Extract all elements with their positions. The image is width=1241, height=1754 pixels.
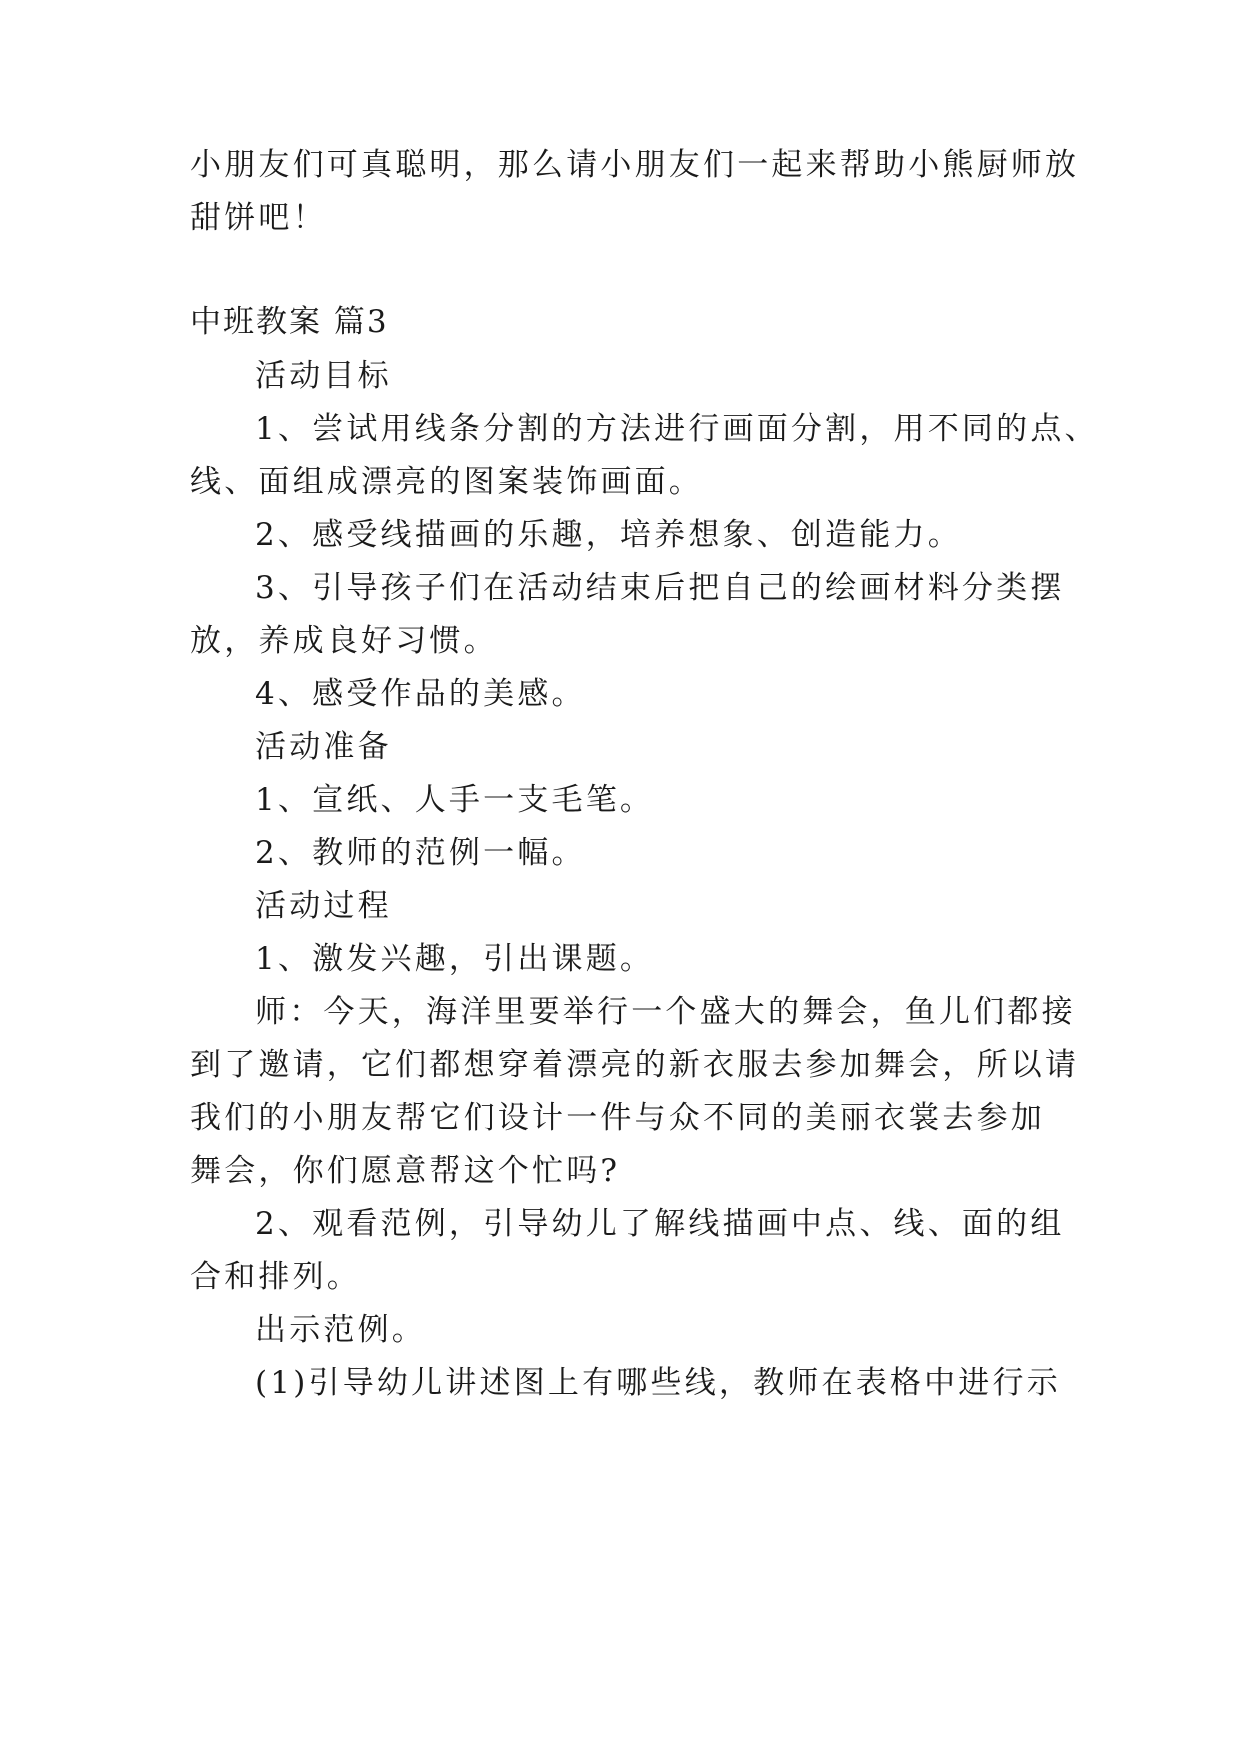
goal-1-line-1: 1、尝试用线条分割的方法进行画面分割，用不同的点、 <box>255 411 1099 447</box>
process-step-2-line-2: 合和排列。 <box>190 1259 361 1295</box>
goal-3-line-2: 放，养成良好习惯。 <box>190 623 498 659</box>
goal-1-line-2: 线、面组成漂亮的图案装饰画面。 <box>190 464 703 500</box>
goal-2: 2、感受线描画的乐趣，培养想象、创造能力。 <box>255 517 962 553</box>
goals-heading: 活动目标 <box>255 358 392 394</box>
process-heading: 活动过程 <box>255 888 392 924</box>
section-title: 中班教案 篇3 <box>190 304 389 340</box>
preparation-heading: 活动准备 <box>255 729 392 765</box>
intro-line-2: 甜饼吧！ <box>190 200 327 236</box>
preparation-1: 1、宣纸、人手一支毛笔。 <box>255 782 655 818</box>
teacher-speech-line-4: 舞会，你们愿意帮这个忙吗? <box>190 1153 621 1189</box>
goal-4: 4、感受作品的美感。 <box>255 676 586 712</box>
teacher-speech-line-3: 我们的小朋友帮它们设计一件与众不同的美丽衣裳去参加 <box>190 1100 1045 1136</box>
process-step-1: 1、激发兴趣，引出课题。 <box>255 941 655 977</box>
teacher-speech-line-1: 师：今天，海洋里要举行一个盛大的舞会，鱼儿们都接 <box>255 994 1076 1030</box>
show-example: 出示范例。 <box>255 1312 426 1348</box>
preparation-2: 2、教师的范例一幅。 <box>255 835 586 871</box>
process-substep-1: (1)引导幼儿讲述图上有哪些线，教师在表格中进行示 <box>255 1365 1061 1401</box>
goal-3-line-1: 3、引导孩子们在活动结束后把自己的绘画材料分类摆 <box>255 570 1065 606</box>
teacher-speech-line-2: 到了邀请，它们都想穿着漂亮的新衣服去参加舞会，所以请 <box>190 1047 1080 1083</box>
process-step-2-line-1: 2、观看范例，引导幼儿了解线描画中点、线、面的组 <box>255 1206 1065 1242</box>
intro-line-1: 小朋友们可真聪明，那么请小朋友们一起来帮助小熊厨师放 <box>190 147 1080 183</box>
